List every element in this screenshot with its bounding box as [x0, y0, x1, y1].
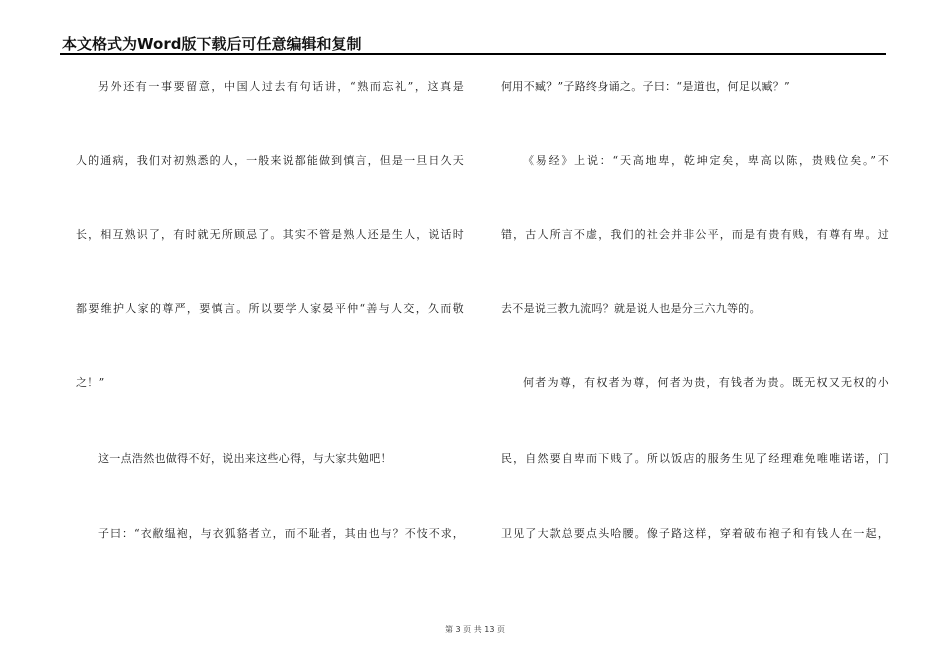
text-line: 都要维护人家的尊严，要慎言。所以要学人家晏平仲“善与人交，久而敬 [76, 302, 464, 315]
text-line: 何用不臧？”子路终身诵之。子曰：“是道也，何足以臧？” [501, 80, 790, 93]
text-line: 另外还有一事要留意，中国人过去有句话讲，“熟而忘礼”，这真是 [98, 80, 464, 93]
text-line: 民，自然要自卑而下贱了。所以饭店的服务生见了经理难免唯唯诺诺，门 [501, 452, 889, 465]
text-line: 子曰：“衣敝缊袍，与衣狐貉者立，而不耻者，其由也与？不忮不求， [98, 527, 464, 540]
page-number-footer: 第 3 页 共 13 页 [445, 625, 505, 634]
text-line: 卫见了大款总要点头哈腰。像子路这样，穿着破布袍子和有钱人在一起， [501, 527, 889, 540]
text-line: 之！” [76, 376, 105, 389]
text-line: 人的通病，我们对初熟悉的人，一般来说都能做到慎言，但是一旦日久天 [76, 154, 464, 167]
text-line: 错，古人所言不虚，我们的社会并非公平，而是有贵有贱，有尊有卑。过 [501, 228, 889, 241]
document-header-title: 本文格式为Word版下载后可任意编辑和复制 [62, 35, 362, 53]
text-line: 这一点浩然也做得不好，说出来这些心得，与大家共勉吧！ [98, 452, 392, 465]
text-line: 《易经》上说：“天高地卑，乾坤定矣，卑高以陈，贵贱位矣。”不 [523, 154, 889, 167]
text-line: 长，相互熟识了，有时就无所顾忌了。其实不管是熟人还是生人，说话时 [76, 228, 464, 241]
text-line: 去不是说三教九流吗？就是说人也是分三六九等的。 [501, 302, 761, 315]
text-line: 何者为尊，有权者为尊，何者为贵，有钱者为贵。既无权又无权的小 [523, 376, 889, 389]
header-divider [60, 53, 886, 55]
